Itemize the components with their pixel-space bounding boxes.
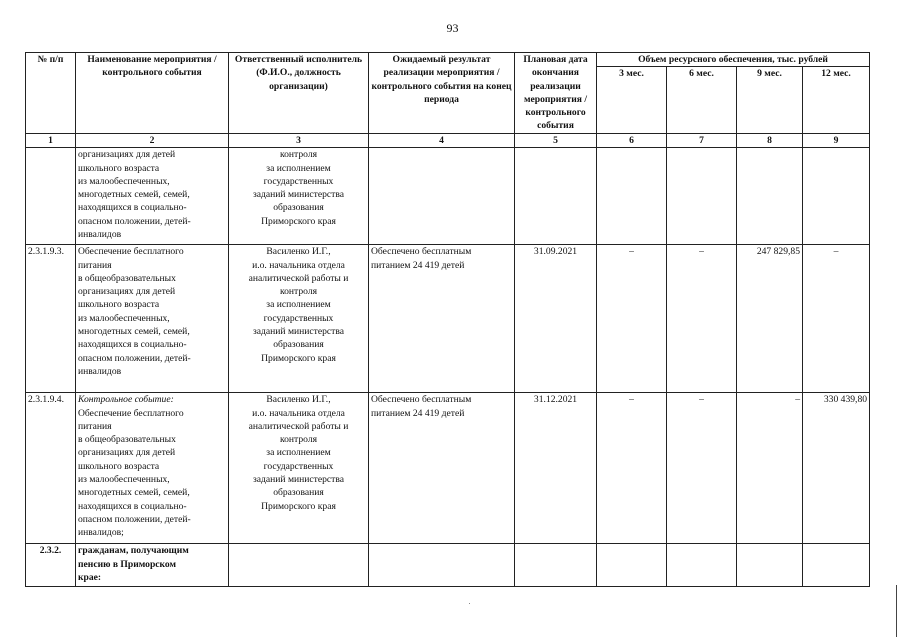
scan-edge-line (896, 585, 897, 637)
row-date (515, 544, 597, 587)
column-number: 9 (803, 134, 870, 148)
header-3-months: 3 мес. (597, 67, 667, 134)
column-number: 6 (597, 134, 667, 148)
control-event-label: Контрольное событие: (78, 394, 174, 406)
row-responsible: контроля за исполнением государственных заданий министерства образования Приморского края (229, 148, 369, 245)
row-date (515, 148, 597, 245)
row-12-months: 330 439,80 (803, 393, 870, 544)
header-12-months: 12 мес. (803, 67, 870, 134)
row-date: 31.12.2021 (515, 393, 597, 544)
row-9-months: – (737, 393, 803, 544)
row-name-cell (76, 393, 229, 544)
row-name: Обеспечение бесплатного питания в общеобразовательных организациях для детей школьного возраста из малообеспеченных, многодетных семей, семей, находящихся в социально- опасном положении, детей- инвалидов (76, 245, 229, 393)
column-numbers-row (26, 134, 870, 148)
table-row (26, 544, 870, 587)
table-row (26, 148, 870, 245)
row-name: Обеспечение бесплатного питания в общеобразовательных организациях для детей школьного возраста из малообеспеченных, многодетных семей, семей, находящихся в социально- опасном положении, детей- инвалидов; (78, 407, 191, 539)
table-row (26, 245, 870, 393)
row-number (26, 148, 76, 245)
header-result: Ожидаемый результат реализации мероприятия / контрольного события на конец периода (369, 53, 515, 134)
header-responsible: Ответственный исполнитель (Ф.И.О., должность организации) (229, 53, 369, 134)
row-9-months (737, 148, 803, 245)
header-6-months: 6 мес. (667, 67, 737, 134)
column-number: 8 (737, 134, 803, 148)
table-row (26, 393, 870, 544)
page-number: 93 (446, 21, 459, 35)
row-3-months: – (597, 245, 667, 393)
row-3-months (597, 544, 667, 587)
column-number: 3 (229, 134, 369, 148)
row-6-months (667, 544, 737, 587)
header-name: Наименование мероприятия / контрольного события (76, 53, 229, 134)
column-number: 1 (26, 134, 76, 148)
header-resources: Объем ресурсного обеспечения, тыс. рублей (597, 53, 870, 67)
row-6-months: – (667, 393, 737, 544)
row-6-months (667, 148, 737, 245)
row-number: 2.3.1.9.4. (26, 393, 76, 544)
row-6-months: – (667, 245, 737, 393)
row-12-months (803, 544, 870, 587)
header-num: № п/п (26, 53, 76, 134)
row-number: 2.3.1.9.3. (26, 245, 76, 393)
row-responsible: Василенко И.Г., и.о. начальника отдела аналитической работы и контроля за исполнением государственных заданий министерства образования Приморского края (229, 393, 369, 544)
column-number: 5 (515, 134, 597, 148)
row-responsible: Василенко И.Г., и.о. начальника отдела аналитической работы и контроля за исполнением государственных заданий министерства образования Приморского края (229, 245, 369, 393)
row-3-months: – (597, 393, 667, 544)
row-result: Обеспечено бесплатным питанием 24 419 детей (369, 393, 515, 544)
row-12-months (803, 148, 870, 245)
row-responsible (229, 544, 369, 587)
row-9-months: 247 829,85 (737, 245, 803, 393)
header-9-months: 9 мес. (737, 67, 803, 134)
row-name: гражданам, получающим пенсию в Приморском крае: (76, 544, 229, 587)
row-9-months (737, 544, 803, 587)
plan-table (25, 52, 870, 587)
row-12-months: – (803, 245, 870, 393)
row-date: 31.09.2021 (515, 245, 597, 393)
row-name: организациях для детей школьного возраста из малообеспеченных, многодетных семей, семей, находящихся в социально- опасном положении, детей- инвалидов (76, 148, 229, 245)
row-number: 2.3.2. (26, 544, 76, 587)
scan-speck (469, 603, 470, 604)
column-number: 4 (369, 134, 515, 148)
row-result (369, 148, 515, 245)
row-3-months (597, 148, 667, 245)
column-number: 2 (76, 134, 229, 148)
row-result: Обеспечено бесплатным питанием 24 419 детей (369, 245, 515, 393)
row-result (369, 544, 515, 587)
header-date: Плановая дата окончания реализации мероприятия / контрольного события (515, 53, 597, 134)
column-number: 7 (667, 134, 737, 148)
